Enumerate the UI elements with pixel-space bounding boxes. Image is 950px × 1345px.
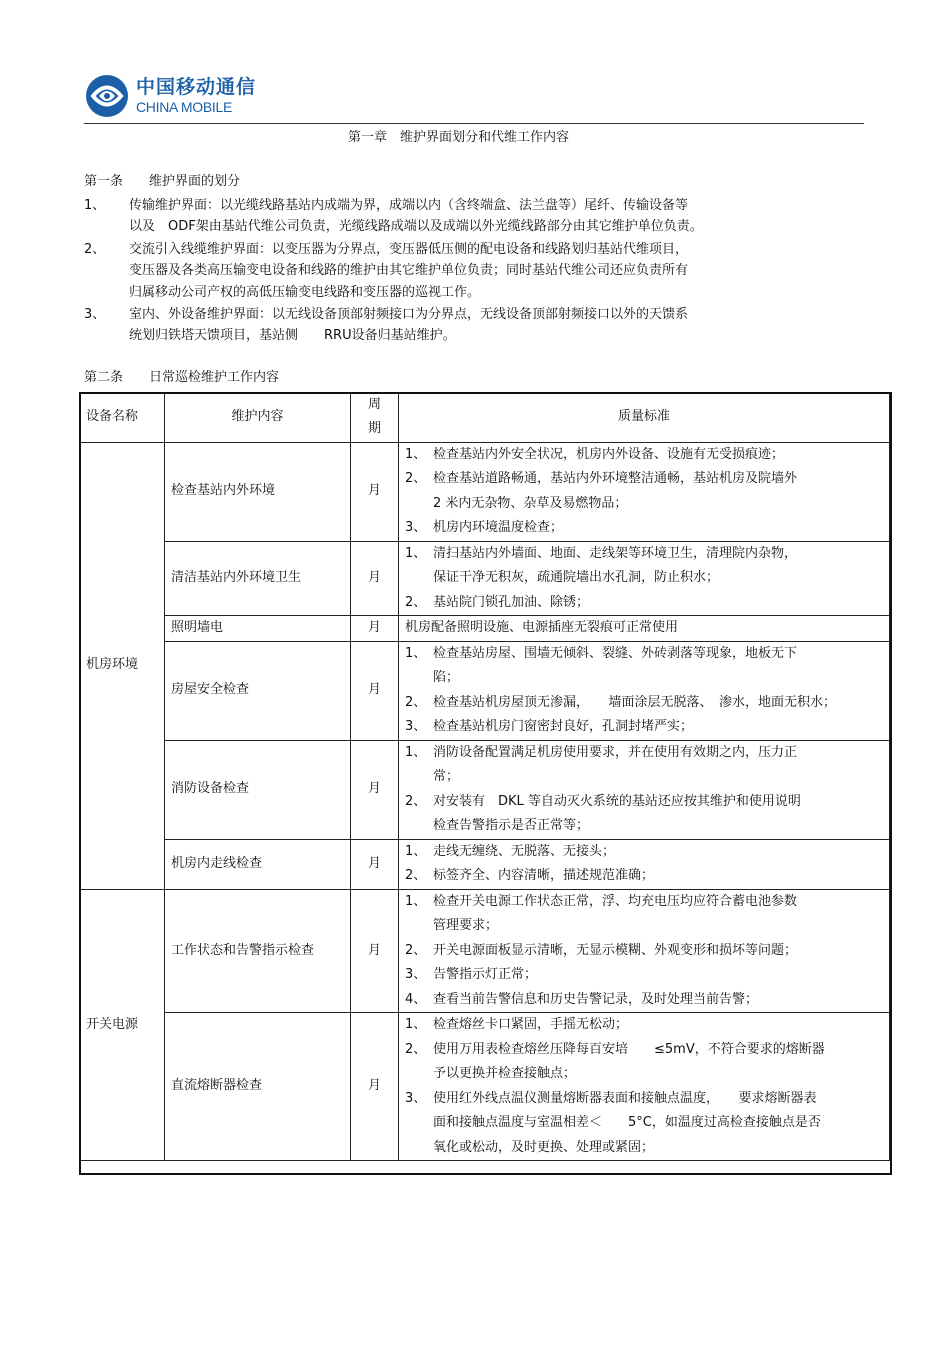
china-mobile-logo <box>84 70 258 122</box>
standard-item-line: 常； <box>433 769 460 784</box>
table-header-row <box>80 393 890 443</box>
logo-chinese-text: 中国移动通信 <box>136 76 257 98</box>
standard-item <box>405 864 883 889</box>
standard-item-text <box>433 864 883 889</box>
article1-item3-line1: 室内、外设备维护界面：以无线设备顶部射频接口为分界点，无线设备顶部射频接口以外的天馈系 <box>129 307 689 322</box>
standard-item-text <box>433 516 883 541</box>
standard-item-line: 走线无缠绕、无脱落、无接头； <box>433 843 616 859</box>
table-row <box>80 889 890 1013</box>
standard-item-line: 检查基站机房屋顶无渗漏， 墙面涂层无脱落、 渗水，地面无积水； <box>433 694 837 710</box>
maintenance-content-cell: 检查基站内外环境 <box>165 442 351 541</box>
standard-item-text <box>433 591 883 616</box>
standard-item-text <box>433 467 883 516</box>
header-equipment-name: 设备名称 <box>80 393 165 443</box>
table-row <box>80 740 890 839</box>
article2-title: 第二条 日常巡检维护工作内容 <box>84 370 280 385</box>
article1-item2-line1: 交流引入线缆维护界面：以变压器为分界点，变压器低压侧的配电设备和线路划归基站代维项目， <box>129 242 689 257</box>
standard-item <box>405 591 883 616</box>
standard-item-num: 2、 <box>405 793 427 809</box>
cycle-cell: 月 <box>351 889 399 1013</box>
standard-item-line: 标签齐全、内容清晰，描述规范准确； <box>433 868 655 883</box>
standard-item <box>405 516 883 541</box>
standard-item-line: 检查开关电源工作状态正常，浮、均充电压均应符合蓄电池参数 <box>433 893 798 909</box>
standard-item <box>405 1038 883 1087</box>
standard-item-line: 2 米内无杂物、杂草及易燃物品； <box>433 495 628 511</box>
standard-item-line: 使用红外线点温仪测量熔断器表面和接触点温度， 要求熔断器表 <box>433 1090 817 1106</box>
standard-item-text <box>433 790 883 839</box>
standard-item-text <box>433 939 883 964</box>
standard-item <box>405 715 883 740</box>
maintenance-content-cell: 直流熔断器检查 <box>165 1013 351 1161</box>
table-row <box>80 839 890 889</box>
standard-item-line: 查看当前告警信息和历史告警记录，及时处理当前告警； <box>433 991 759 1007</box>
standard-item-line: 机房内环境温度检查； <box>433 520 564 535</box>
china-mobile-emblem-icon <box>84 73 130 119</box>
standard-item-line: 陷； <box>433 670 460 685</box>
cycle-cell: 月 <box>351 1013 399 1161</box>
table-row <box>80 1013 890 1161</box>
table-row <box>80 616 890 642</box>
standard-item-num: 3、 <box>405 967 427 982</box>
standard-item <box>405 741 883 790</box>
standard-item-line: 基站院门锁孔加油、除锈； <box>433 594 590 610</box>
maintenance-content-cell: 房屋安全检查 <box>165 641 351 740</box>
quality-standard-cell <box>399 616 890 642</box>
article1-item1-line1: 传输维护界面：以光缆线路基站内成端为界，成端以内（含终端盒、法兰盘等）尾纤、传输设备等 <box>129 198 689 213</box>
standard-item-num: 1、 <box>405 893 427 909</box>
standard-item-line: 开关电源面板显示清晰，无显示模糊、外观变形和损坏等问题； <box>433 942 798 958</box>
standard-item <box>405 467 883 516</box>
standard-item-num: 2、 <box>405 594 427 610</box>
table-row <box>80 541 890 616</box>
standard-item-line: 面和接触点温度与室温相差＜ 5°C，如温度过高检查接触点是否 <box>433 1115 821 1130</box>
header-quality-standard: 质量标准 <box>399 393 890 443</box>
article1-item2-num: 2、 <box>84 242 106 257</box>
standard-item-text <box>433 741 883 790</box>
standard-item-num: 1、 <box>405 545 427 561</box>
standard-item-line: 检查基站道路畅通，基站内外环境整洁通畅，基站机房及院墙外 <box>433 471 798 486</box>
maintenance-content-cell: 工作状态和告警指示检查 <box>165 889 351 1013</box>
standard-item <box>405 443 883 468</box>
table-row <box>80 442 890 541</box>
maintenance-content-cell: 照明墙电 <box>165 616 351 642</box>
article1-item2-line3: 归属移动公司产权的高低压输变电线路和变压器的巡视工作。 <box>129 285 481 300</box>
standard-item-text <box>433 691 883 716</box>
standard-item-line: 氧化或松动，及时更换、处理或紧固； <box>433 1139 655 1155</box>
standard-item-num: 1、 <box>405 744 427 760</box>
standard-item-num: 3、 <box>405 520 427 535</box>
quality-standard-cell <box>399 641 890 740</box>
standard-item <box>405 642 883 691</box>
standard-item-num: 4、 <box>405 991 427 1007</box>
standard-item-num: 3、 <box>405 1090 427 1106</box>
standard-item-text <box>433 1013 883 1038</box>
cycle-cell: 月 <box>351 616 399 642</box>
standard-item-num: 2、 <box>405 868 427 883</box>
standard-item-text <box>433 1087 883 1161</box>
standard-item-text <box>433 542 883 591</box>
standard-item-line: 检查基站房屋、围墙无倾斜、裂缝、外砖剥落等现象，地板无下 <box>433 645 798 661</box>
cycle-cell: 月 <box>351 541 399 616</box>
standard-item-num: 2、 <box>405 694 427 710</box>
standard-item-num: 2、 <box>405 942 427 958</box>
maintenance-content-cell: 清洁基站内外环境卫生 <box>165 541 351 616</box>
standard-item-text <box>433 890 883 939</box>
standard-item <box>405 1013 883 1038</box>
standard-item-num: 1、 <box>405 843 427 859</box>
standard-item <box>405 790 883 839</box>
header-maintenance-content: 维护内容 <box>165 393 351 443</box>
standard-item <box>405 988 883 1013</box>
quality-standard-cell <box>399 442 890 541</box>
standard-item-text <box>433 642 883 691</box>
standard-item-text <box>433 443 883 468</box>
standard-item <box>405 691 883 716</box>
logo-english-text: CHINA MOBILE <box>136 99 232 115</box>
equipment-name-cell: 机房环境 <box>80 442 165 889</box>
quality-standard-cell <box>399 889 890 1013</box>
standard-item <box>405 963 883 988</box>
maintenance-content-cell: 消防设备检查 <box>165 740 351 839</box>
standard-item <box>405 939 883 964</box>
quality-standard-cell <box>399 541 890 616</box>
standard-item-num: 1、 <box>405 446 427 462</box>
header-cycle-text: 周期 <box>367 397 381 436</box>
standard-item-text <box>405 616 883 641</box>
standard-item-num: 1、 <box>405 645 427 661</box>
maintenance-table <box>79 392 890 1161</box>
header-rule <box>84 123 864 124</box>
article1-item1-line2: 以及 ODF架由基站代维公司负责，光缆线路成端以及成端以外光缆线路部分由其它维护单位负责。 <box>129 219 703 234</box>
quality-standard-cell <box>399 1013 890 1161</box>
standard-item-line: 使用万用表检查熔丝压降每百安培 ≤5mV，不符合要求的熔断器 <box>433 1041 825 1057</box>
article1-item3-line2: 统划归铁塔天馈项目，基站侧 RRU设备归基站维护。 <box>129 328 456 343</box>
standard-item-text <box>433 988 883 1013</box>
standard-item-text <box>433 715 883 740</box>
standard-item-num: 1、 <box>405 1017 427 1032</box>
equipment-name-cell: 开关电源 <box>80 889 165 1161</box>
quality-standard-cell <box>399 740 890 839</box>
standard-item-line: 管理要求； <box>433 918 499 933</box>
standard-item-line: 保证干净无积灰，疏通院墙出水孔洞，防止积水； <box>433 570 720 585</box>
article1-item3-num: 3、 <box>84 307 106 322</box>
standard-item-line: 检查基站机房门窗密封良好，孔洞封堵严实； <box>433 719 694 734</box>
chapter-title: 第一章 维护界面划分和代维工作内容 <box>347 130 569 145</box>
article1-item1-num: 1、 <box>84 198 106 213</box>
standard-item <box>405 840 883 865</box>
table-row <box>80 641 890 740</box>
standard-item-line: 对安装有 DKL 等自动灭火系统的基站还应按其维护和使用说明 <box>433 793 801 809</box>
standard-item-line: 机房配备照明设施、电源插座无裂痕可正常使用 <box>405 620 679 635</box>
standard-item-line: 清扫基站内外墙面、地面、走线架等环境卫生，清理院内杂物， <box>433 545 798 561</box>
cycle-cell: 月 <box>351 442 399 541</box>
standard-item-num: 3、 <box>405 719 427 734</box>
cycle-cell: 月 <box>351 641 399 740</box>
standard-item-line: 告警指示灯正常； <box>433 967 538 982</box>
cycle-cell: 月 <box>351 839 399 889</box>
table-body <box>80 442 890 1161</box>
standard-item <box>405 1087 883 1161</box>
standard-item-line: 检查基站内外安全状况，机房内外设备、设施有无受损痕迹； <box>433 446 785 462</box>
article1-item2-line2: 变压器及各类高压输变电设备和线路的维护由其它维护单位负责；同时基站代维公司还应负责所有 <box>129 263 689 278</box>
standard-item-num: 2、 <box>405 1041 427 1057</box>
quality-standard-cell <box>399 839 890 889</box>
standard-item-text <box>433 840 883 865</box>
standard-item <box>405 616 883 641</box>
standard-item-line: 消防设备配置满足机房使用要求，并在使用有效期之内，压力正 <box>433 744 798 760</box>
standard-item-line: 予以更换并检查接触点； <box>433 1066 577 1081</box>
standard-item-text <box>433 963 883 988</box>
standard-item-num: 2、 <box>405 471 427 486</box>
maintenance-content-cell: 机房内走线检查 <box>165 839 351 889</box>
standard-item <box>405 542 883 591</box>
header-cycle <box>351 393 399 443</box>
cycle-cell: 月 <box>351 740 399 839</box>
standard-item <box>405 890 883 939</box>
standard-item-text <box>433 1038 883 1087</box>
standard-item-line: 检查告警指示是否正常等； <box>433 818 590 833</box>
article1-title: 第一条 维护界面的划分 <box>84 174 241 189</box>
standard-item-line: 检查熔丝卡口紧固，手摇无松动； <box>433 1017 629 1032</box>
